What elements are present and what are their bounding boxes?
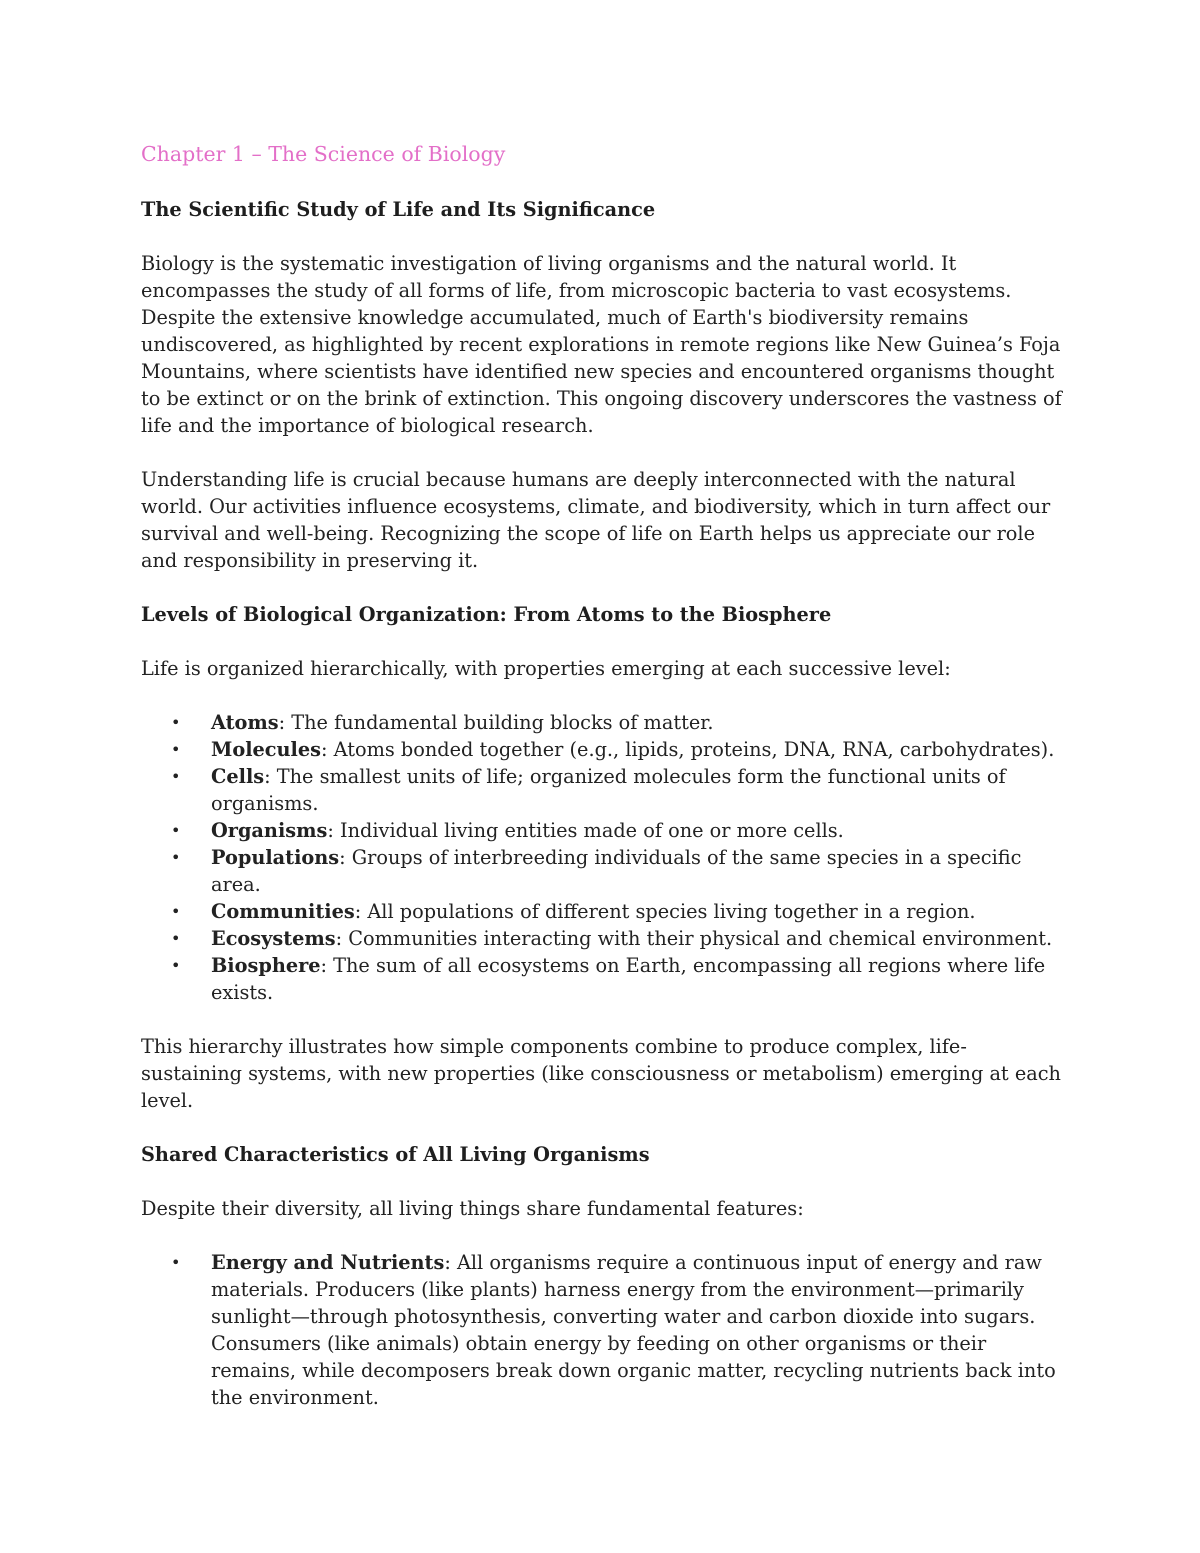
levels-list xyxy=(141,709,1066,1006)
list-item xyxy=(141,763,1066,817)
bullet-icon: • xyxy=(171,1253,181,1272)
list-item xyxy=(141,817,1066,844)
paragraph-levels-intro: Life is organized hierarchically, with properties emerging at each successive level: xyxy=(141,657,951,680)
bullet-icon: • xyxy=(171,713,181,732)
section-heading-scientific-study: The Scientific Study of Life and Its Significance xyxy=(141,198,656,221)
list-item-term: Communities xyxy=(211,900,355,923)
paragraph-hierarchy-outro: This hierarchy illustrates how simple components combine to produce complex, life-sustaining systems, with new properties (like consciousness or metabolism) emerging at each level. xyxy=(141,1035,1061,1112)
bullet-icon: • xyxy=(171,821,181,840)
list-item-desc: : All populations of different species living together in a region. xyxy=(354,900,976,923)
paragraph-understanding-life: Understanding life is crucial because humans are deeply interconnected with the natural world. Our activities influence ecosystems, climate, and biodiversity, which in turn affect our survival and well-being. Recognizing the scope of life on Earth helps us appreciate our role and responsibility in preserving it. xyxy=(141,468,1051,572)
list-item-desc: : All organisms require a continuous input of energy and raw materials. Producers (like plants) harness energy from the environment—primarily sunlight—through photosynthesis, converting water and carbon dioxide into sugars. Consumers (like animals) obtain energy by feeding on other organisms or their remains, while decomposers break down organic matter, recycling nutrients back into the environment. xyxy=(211,1251,1056,1409)
list-item-term: Energy and Nutrients xyxy=(211,1251,445,1274)
bullet-icon: • xyxy=(171,902,181,921)
list-item-desc: : Atoms bonded together (e.g., lipids, proteins, DNA, RNA, carbohydrates). xyxy=(321,738,1055,761)
list-item-desc: : Individual living entities made of one or more cells. xyxy=(327,819,844,842)
list-item xyxy=(141,844,1066,898)
list-item-term: Ecosystems xyxy=(211,927,336,950)
list-item xyxy=(141,952,1066,1006)
paragraph-shared-intro: Despite their diversity, all living things share fundamental features: xyxy=(141,1197,804,1220)
bullet-icon: • xyxy=(171,740,181,759)
bullet-icon: • xyxy=(171,848,181,867)
list-item-desc: : The fundamental building blocks of matter. xyxy=(278,711,714,734)
list-item xyxy=(141,925,1066,952)
section-heading-levels: Levels of Biological Organization: From Atoms to the Biosphere xyxy=(141,603,832,626)
list-item xyxy=(141,1249,1066,1411)
document-page xyxy=(141,141,1066,1438)
chapter-title: Chapter 1 – The Science of Biology xyxy=(141,142,506,166)
list-item xyxy=(141,736,1066,763)
bullet-icon: • xyxy=(171,929,181,948)
bullet-icon: • xyxy=(171,767,181,786)
list-item-term: Organisms xyxy=(211,819,328,842)
list-item-term: Molecules xyxy=(211,738,322,761)
characteristics-list xyxy=(141,1249,1066,1411)
list-item-desc: : The sum of all ecosystems on Earth, encompassing all regions where life exists. xyxy=(211,954,1046,1004)
list-item-term: Populations xyxy=(211,846,340,869)
list-item-term: Atoms xyxy=(211,711,279,734)
list-item-desc: : The smallest units of life; organized molecules form the functional units of organisms. xyxy=(211,765,1006,815)
bullet-icon: • xyxy=(171,956,181,975)
list-item-term: Biosphere xyxy=(211,954,321,977)
list-item-desc: : Communities interacting with their physical and chemical environment. xyxy=(335,927,1053,950)
list-item xyxy=(141,709,1066,736)
list-item-term: Cells xyxy=(211,765,265,788)
list-item xyxy=(141,898,1066,925)
section-heading-shared-characteristics: Shared Characteristics of All Living Organisms xyxy=(141,1143,650,1166)
paragraph-biology-intro: Biology is the systematic investigation of living organisms and the natural world. It encompasses the study of all forms of life, from microscopic bacteria to vast ecosystems. Despite the extensive knowledge accumulated, much of Earth's biodiversity remains undiscovered, as highlighted by recent explorations in remote regions like New Guinea’s Foja Mountains, where scientists have identified new species and encountered organisms thought to be extinct or on the brink of extinction. This ongoing discovery underscores the vastness of life and the importance of biological research. xyxy=(141,252,1062,437)
list-item-desc: : Groups of interbreeding individuals of the same species in a specific area. xyxy=(211,846,1022,896)
